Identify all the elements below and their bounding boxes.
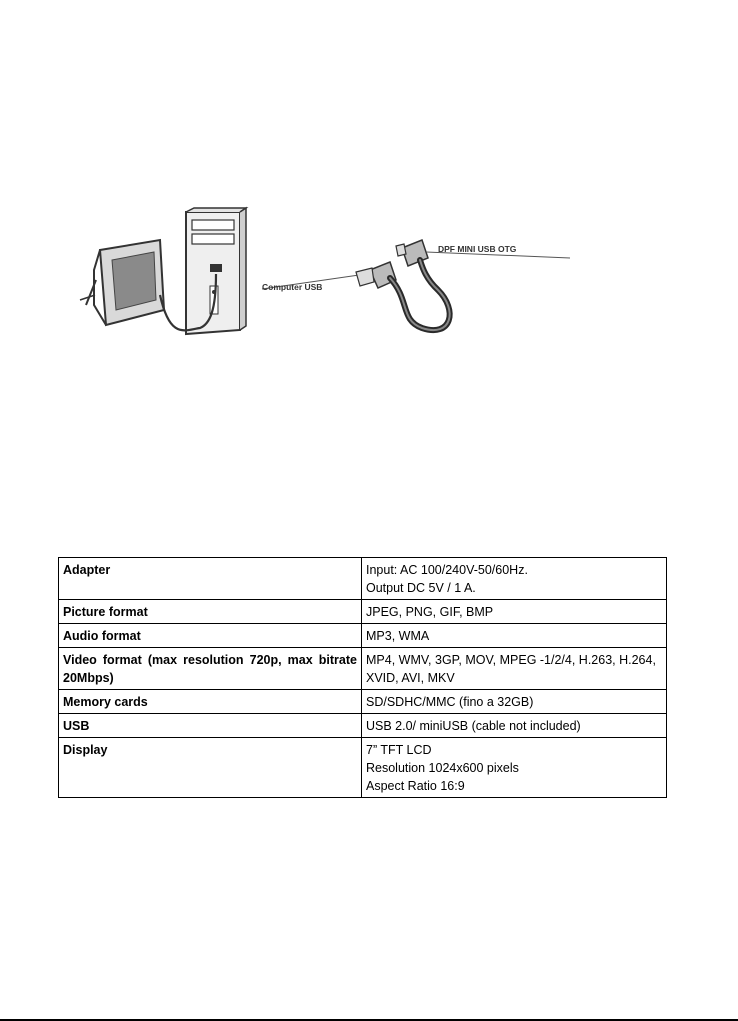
spec-label: USB — [59, 714, 362, 738]
table-row — [59, 624, 667, 648]
photo-frame-icon — [80, 240, 164, 325]
spec-value — [362, 690, 667, 714]
spec-value — [362, 738, 667, 798]
spec-label: Display — [59, 738, 362, 798]
spec-value — [362, 558, 667, 600]
spec-value-line: MP4, WMV, 3GP, MOV, MPEG -1/2/4, H.263, H.264, XVID, AVI, MKV — [366, 653, 656, 685]
spec-label: Picture format — [59, 600, 362, 624]
spec-value — [362, 624, 667, 648]
table-row — [59, 690, 667, 714]
spec-value-line: MP3, WMA — [366, 629, 430, 643]
computer-usb-label: Computer USB — [262, 282, 323, 292]
specifications-table — [58, 557, 667, 798]
spec-value — [362, 600, 667, 624]
table-row — [59, 738, 667, 798]
spec-value-line: SD/SDHC/MMC (fino a 32GB) — [366, 695, 534, 709]
computer-tower-icon — [186, 208, 246, 334]
spec-label: Memory cards — [59, 690, 362, 714]
spec-value-line: JPEG, PNG, GIF, BMP — [366, 605, 494, 619]
usb-otg-cable-icon — [356, 240, 450, 330]
table-row — [59, 714, 667, 738]
spec-label: Audio format — [59, 624, 362, 648]
spec-value-line: Input: AC 100/240V-50/60Hz. — [366, 563, 528, 577]
spec-value — [362, 714, 667, 738]
spec-value-line: 7” TFT LCD — [366, 743, 432, 757]
table-row — [59, 600, 667, 624]
table-row — [59, 558, 667, 600]
usb-connection-illustration — [60, 200, 600, 350]
table-row — [59, 648, 667, 690]
spec-label: Video format (max resolution 720p, max bitrate 20Mbps) — [59, 648, 362, 690]
spec-value-line: Output DC 5V / 1 A. — [366, 581, 476, 595]
spec-value-line: Aspect Ratio 16:9 — [366, 779, 465, 793]
spec-label: Adapter — [59, 558, 362, 600]
dpf-mini-usb-otg-label: DPF MINI USB OTG — [438, 244, 517, 254]
spec-value-line: USB 2.0/ miniUSB (cable not included) — [366, 719, 581, 733]
spec-value — [362, 648, 667, 690]
spec-value-line: Resolution 1024x600 pixels — [366, 761, 519, 775]
